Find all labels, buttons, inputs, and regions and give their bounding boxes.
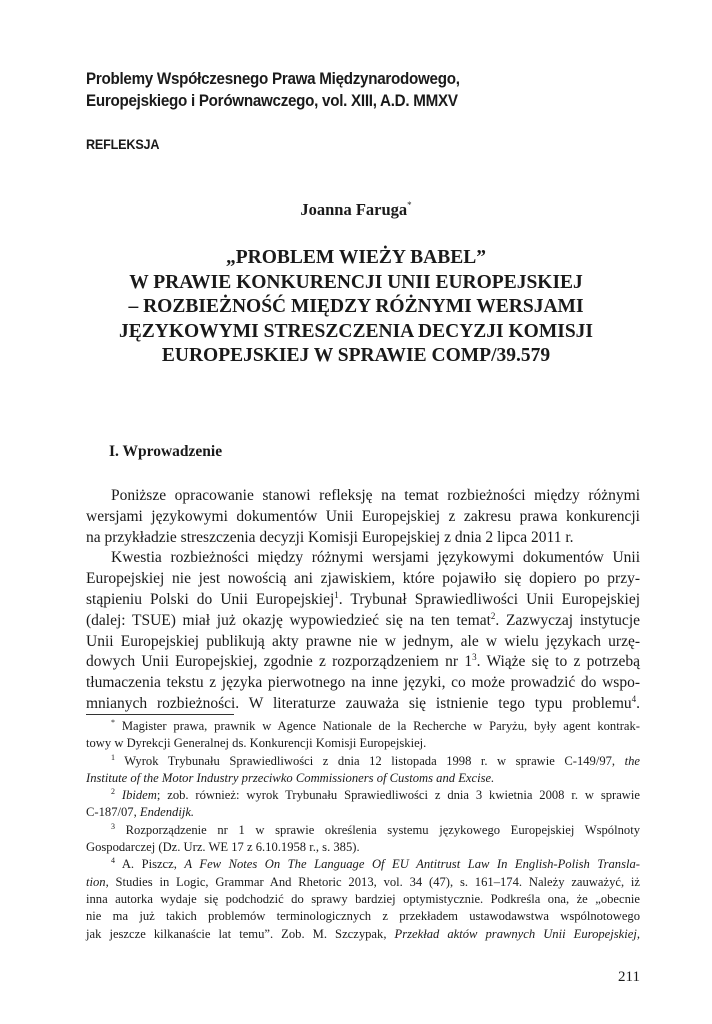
footnote-line: towy w Dyrekcji Generalnej ds. Konkurencji Komisji Europejskiej. — [86, 736, 427, 751]
body-line: Poniższe opracowanie stanowi refleksję na temat rozbieżności między różnymi — [111, 487, 640, 504]
section-label: REFLEKSJA — [86, 136, 160, 152]
journal-title-line: Europejskiego i Porównawczego, vol. XIII, A.D. MMXV — [86, 92, 458, 110]
title-line: JĘZYKOWYMI STRESZCZENIA DECYZJI KOMISJI — [118, 320, 594, 342]
author-name — [0, 200, 712, 220]
footnote-mark: 2 — [111, 787, 115, 797]
footnote-line: $^4$ A. Piszcz, A Few Notes On The Language Of EU Antitrust Law In English-Polish Transla- — [111, 856, 640, 872]
title-line: – ROZBIEŻNOŚĆ MIĘDZY RÓŻNYMI WERSJAMI — [128, 296, 584, 317]
footnote-mark: 4 — [111, 856, 115, 866]
footnote-line: C-187/07, Endendijk. — [86, 805, 195, 820]
body-line: stąpieniu Polski do Unii Europejskiej$^1$. Trybunał Sprawiedliwości Unii Europejskiej — [86, 589, 641, 608]
body-text — [86, 486, 640, 715]
footnote-ref[interactable]: 3 — [472, 652, 477, 663]
body-line: na przykładzie streszczenia decyzji Komisji Europejskiej z dnia 2 lipca 2011 r. — [86, 528, 574, 546]
journal-title — [86, 68, 601, 112]
body-line: Kwestia rozbieżności między różnymi wersjami językowymi dokumentów Unii — [111, 549, 640, 567]
author-name-text: Joanna Faruga — [300, 200, 408, 219]
footnote-line: $^2$ Ibidem; zob. również: wyrok Trybunału Sprawiedliwości z dnia 3 kwietnia 2008 r. w sprawie — [111, 787, 640, 803]
footnote-line: * Magister prawa, prawnik w Agence Nationale de la Recherche w Paryżu, były agent kontrak- — [111, 718, 640, 733]
footnote-ref[interactable]: 4 — [631, 693, 637, 704]
footnote-line: tion, Studies in Logic, Grammar And Rhetoric 2013, vol. 34 (47), s. 161–174. Należy zauważyć, iż — [86, 874, 640, 889]
footnote-line: Gospodarczej (Dz. Urz. WE 17 z 6.10.1958 r., s. 385). — [86, 840, 360, 855]
footnote-line: inna autorka wydaje się podchodzić do sprawy bardziej optymistycznie. Podkreśla ona, że „obecnie — [86, 891, 640, 906]
footnote-ref[interactable]: 1 — [334, 589, 339, 600]
journal-title-line: Problemy Współczesnego Prawa Międzynarodowego, — [86, 70, 460, 88]
body-line: (dalej: TSUE) miał już okazję wypowiedzieć się na ten temat$^2$. Zazwyczaj instytucje — [86, 610, 640, 629]
title-line: EUROPEJSKIEJ W SPRAWIE COMP/39.579 — [161, 345, 551, 366]
footnote-divider — [86, 714, 234, 715]
article-title — [60, 246, 652, 369]
footnote-ref[interactable]: 2 — [490, 610, 496, 621]
footnote-mark: * — [111, 718, 115, 727]
title-line: W PRAWIE KONKURENCJI UNII EUROPEJSKIEJ — [129, 271, 583, 293]
body-line: dowych Unii Europejskiej, zgodnie z rozporządzeniem nr $1^3$. Wiąże się to z potrzebą — [86, 652, 640, 671]
footnote-line: Institute of the Motor Industry przeciwko Commissioners of Customs and Excise. — [86, 770, 495, 785]
section-heading: I. Wprowadzenie — [109, 443, 223, 460]
footnotes — [86, 718, 640, 943]
author-footnote-mark: * — [407, 200, 412, 210]
title-line: „PROBLEM WIEŻY BABEL” — [225, 247, 487, 268]
body-line: Unii Europejskiej publikują akty prawne nie w jednym, ale w wielu językach urzę- — [86, 632, 640, 650]
footnote-line: nie ma już takich problemów terminologicznych z przekładem ustawodawstwa wspólnotowego — [86, 909, 640, 924]
footnote-mark: 3 — [111, 821, 115, 831]
body-line: tłumaczenia tekstu z języka pierwotnego na inne języki, co może prowadzić do wspo- — [86, 674, 640, 692]
body-line: Europejskiej nie jest nowością ani zjawiskiem, które pojawiło się dopiero po przy- — [86, 570, 640, 588]
footnote-line: jak jeszcze kilkanaście lat temu”. Zob. M. Szczypak, Przekład aktów prawnych Unii Europejskiej, — [86, 926, 640, 941]
page-number: 211 — [618, 969, 640, 985]
body-line: mnianych rozbieżności. W literaturze zauważa się istnienie tego typu problemu$^4$. — [86, 693, 640, 712]
footnote-mark: 1 — [111, 752, 115, 762]
footnote-line: $^3$ Rozporządzenie nr 1 w sprawie określenia systemu językowego Europejskiej Wspólnoty — [111, 821, 640, 837]
footnote-line: $^1$ Wyrok Trybunału Sprawiedliwości z dnia 12 listopada 1998 r. w sprawie C-149/97, the — [111, 752, 640, 768]
body-line: wersjami językowymi dokumentów Unii Europejskiej z zakresu prawa konkurencji — [86, 507, 640, 525]
